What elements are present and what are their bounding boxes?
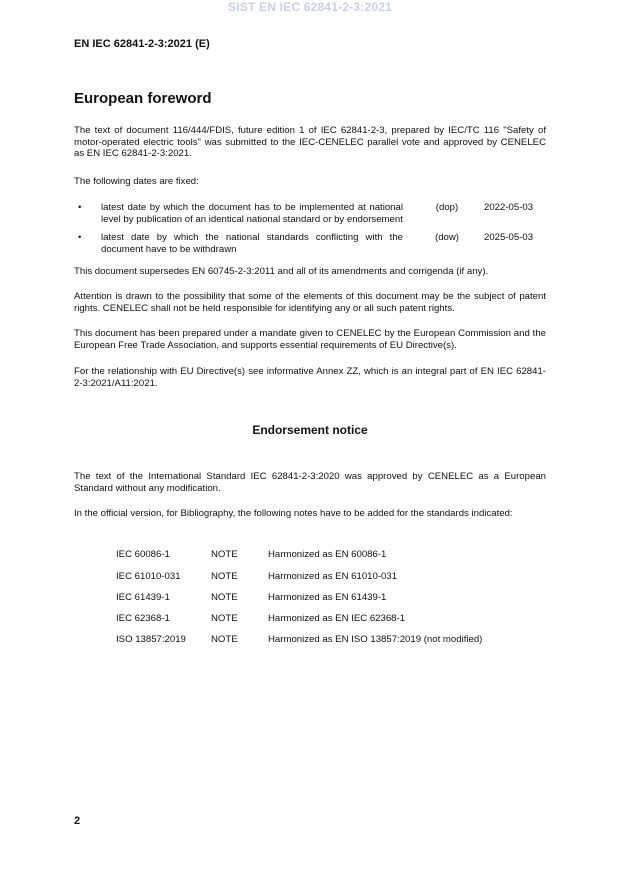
note-label: NOTE	[211, 549, 238, 560]
harmonized-text: Harmonized as EN ISO 13857:2019 (not modified)	[268, 634, 483, 645]
note-label: NOTE	[211, 592, 238, 603]
foreword-paragraph-4: Attention is drawn to the possibility that some of the elements of this document may be the subject of patent rights. CENELEC shall not be held responsible for identifying any or all such patent rights.	[74, 291, 546, 314]
foreword-paragraph-2: The following dates are fixed:	[74, 176, 199, 187]
harmonized-text: Harmonized as EN 60086-1	[268, 549, 387, 560]
foreword-paragraph-3: This document supersedes EN 60745-2-3:2011 and all of its amendments and corrigenda (if any).	[74, 266, 489, 277]
foreword-paragraph-1: The text of document 116/444/FDIS, future edition 1 of IEC 62841-2-3, prepared by IEC/TC 116 "Safety of motor-operated electric tools" was submitted to the IEC-CENELEC parallel vote and approved by CENELEC as EN IEC 62841-2-3:2021.	[74, 125, 546, 159]
foreword-paragraph-6: For the relationship with EU Directive(s) see informative Annex ZZ, which is an integral part of EN IEC 62841-2-3:2021/A11:2021.	[74, 366, 546, 389]
harmonized-text: Harmonized as EN IEC 62368-1	[268, 613, 406, 624]
foreword-paragraph-5: This document has been prepared under a mandate given to CENELEC by the European Commission and the European Free Trade Association, and supports essential requirements of EU Directive(s).	[74, 328, 546, 351]
standard-reference: IEC 61010-031	[116, 571, 181, 582]
bibliography-note-row	[116, 549, 556, 561]
note-label: NOTE	[211, 571, 238, 582]
date-value: 2025-05-03	[484, 232, 534, 243]
date-abbreviation: (dop)	[435, 202, 459, 213]
bibliography-note-row	[116, 634, 556, 646]
standard-reference: IEC 60086-1	[116, 549, 170, 560]
harmonized-text: Harmonized as EN 61010-031	[268, 571, 398, 582]
endorsement-title: Endorsement notice	[252, 423, 368, 437]
foreword-title: European foreword	[74, 90, 212, 107]
date-description: latest date by which the document has to be implemented at national level by publication of an identical national standard or by endorsement	[101, 202, 403, 225]
bibliography-note-row	[116, 613, 556, 625]
endorsement-paragraph-2: In the official version, for Bibliography, the following notes have to be added for the standards indicated:	[74, 508, 513, 519]
standard-reference: IEC 62368-1	[116, 613, 170, 624]
date-abbreviation: (dow)	[435, 232, 459, 243]
page-number: 2	[74, 815, 81, 827]
bibliography-note-row	[116, 571, 556, 583]
bibliography-note-row	[116, 592, 556, 604]
standard-reference: IEC 61439-1	[116, 592, 170, 603]
watermark: SIST EN IEC 62841-2-3:2021	[228, 0, 392, 14]
note-label: NOTE	[211, 634, 238, 645]
date-value: 2022-05-03	[484, 202, 534, 213]
bullet-icon: •	[78, 202, 82, 213]
harmonized-text: Harmonized as EN 61439-1	[268, 592, 387, 603]
endorsement-paragraph-1: The text of the International Standard IEC 62841-2-3:2020 was approved by CENELEC as a European Standard without any modification.	[74, 471, 546, 494]
bullet-icon: •	[78, 232, 82, 243]
document-id-header: EN IEC 62841-2-3:2021 (E)	[74, 38, 210, 50]
date-description: latest date by which the national standards conflicting with the document have to be withdrawn	[101, 232, 403, 255]
note-label: NOTE	[211, 613, 238, 624]
standard-reference: ISO 13857:2019	[116, 634, 186, 645]
